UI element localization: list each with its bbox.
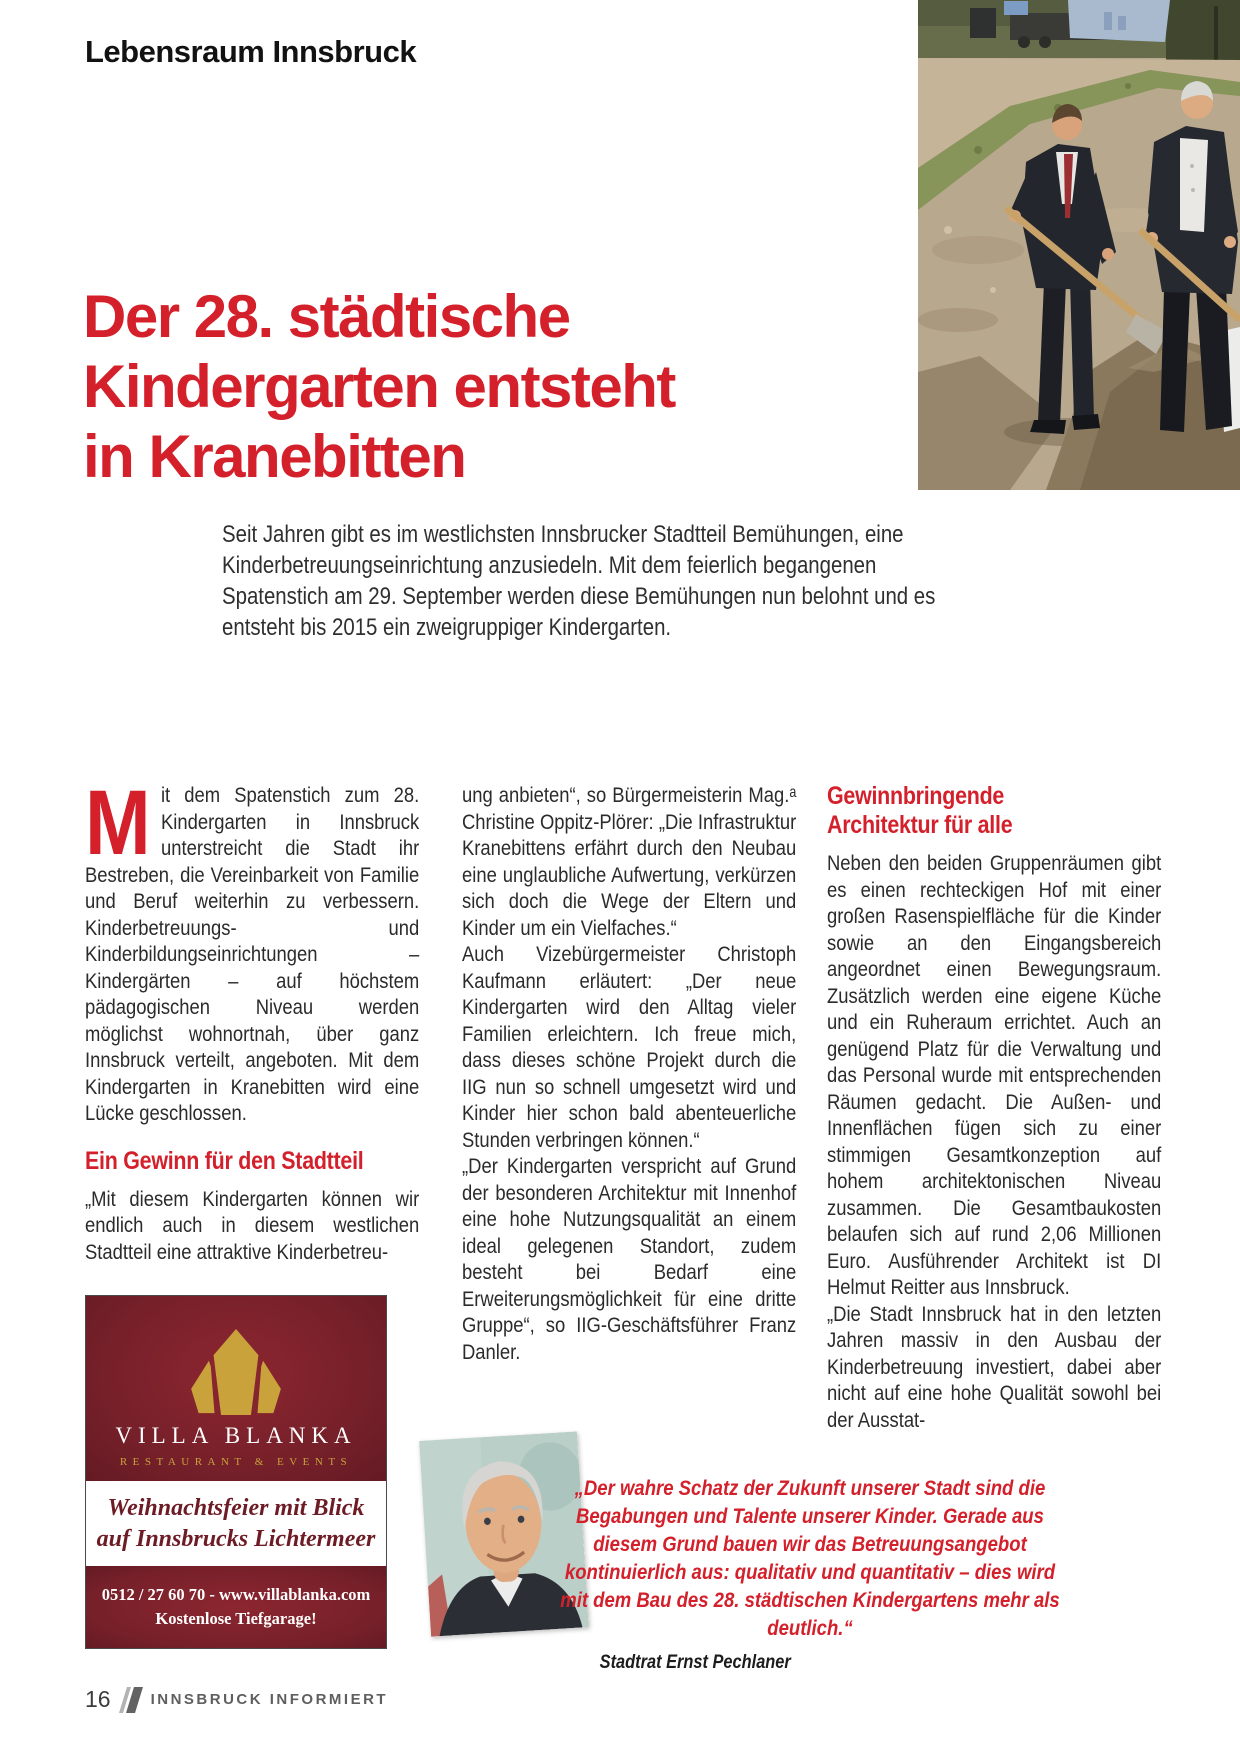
- construction-scene-illustration: [918, 0, 1240, 490]
- paragraph: [85, 772, 420, 1127]
- pull-quote: „Der wahre Schatz der Zukunft unserer Stadt sind die Begabungen und Talente unserer Kinder. Gerade aus diesem Grund bauen wir das Betreuungsangebot kontinuierlich aus: qualitativ und quantitativ – dies wird mit dem Bau des 28. städtischen Kindergartens mehr als deutlich.“: [560, 1476, 1060, 1640]
- lead-paragraph: Seit Jahren gibt es im westlichsten Innsbrucker Stadtteil Bemühungen, eine Kinderbetreuungseinrichtung anzusiedeln. Mit dem feierlich begangenen Spatenstich am 29. September werden diese Bemühungen nun belohnt und es entsteht bis 2015 ein zweigruppiger Kindergarten.: [222, 521, 936, 641]
- villa-blanka-ad: [85, 1295, 387, 1649]
- paragraph: „Der Kindergarten verspricht auf Grund der besonderen Architektur mit Innenhof eine hohe Nutzungsqualität an einem ideal gelegenen Standort, zudem besteht bei Bedarf eine Erweiterungsmöglichkeit für eine dritte Gruppe“, so IIG-Geschäftsführer Franz Danler.: [462, 1154, 797, 1364]
- slash-divider-icon: [123, 1687, 139, 1713]
- article-column-3: [827, 782, 1161, 1433]
- paragraph-text: it dem Spatenstich zum 28. Kindergarten in Innsbruck unterstreicht die Stadt ihr Bestreben, die Vereinbarkeit von Familie und Beruf weiterhin zu verbessern. Kinderbetreuungs- und Kinderbildungseinrichtungen – Kindergärten – auf höchstem pädagogischen Niveau werden möglichst wohnortnah, über ganz Innsbruck verteilt, angeboten. Mit dem Kindergarten in Kranebitten wird eine Lücke geschlossen.: [85, 783, 420, 1125]
- page-footer: [85, 1686, 388, 1713]
- headline-line-3: in Kranebitten: [83, 423, 466, 490]
- magazine-name: INNSBRUCK INFORMIERT: [150, 1691, 389, 1708]
- ad-phone-website: 0512 / 27 60 70 - www.villablanka.com: [101, 1585, 371, 1604]
- ad-contact-bar: [86, 1566, 386, 1648]
- paragraph: ung anbieten“, so Bürgermeisterin Mag.ᵃ Christine Oppitz-Plörer: „Die Infrastruktur Kranebittens erfährt durch den Neubau eine unglaubliche Aufwertung, verkürzen sich doch die Wege der Eltern und Kinder um ein Vielfaches.“: [462, 783, 797, 940]
- pull-quote-block: [560, 1474, 1060, 1674]
- ad-offer-line-2: auf Innsbrucks Lichtermeer: [96, 1525, 376, 1552]
- ad-header: [86, 1296, 386, 1481]
- headline-line-2: Kindergarten entsteht: [83, 353, 675, 420]
- article-column-1: [85, 772, 420, 1265]
- ad-tagline: RESTAURANT & EVENTS: [119, 1456, 353, 1468]
- quote-attribution: Stadtrat Ernst Pechlaner: [599, 1652, 791, 1673]
- section-kicker: Lebensraum Innsbruck: [85, 34, 417, 69]
- paragraph: Auch Vizebürgermeister Christoph Kaufmann erläutert: „Der neue Kindergarten wird den Alltag vieler Familien erleichtern. Ich freue mich, dass dieses schöne Projekt durch die IIG nun so schnell umgesetzt wird und Kinder hier schon bald abenteuerliche Stunden verbringen können.“: [462, 942, 797, 1152]
- ad-parking-note: Kostenlose Tiefgarage!: [155, 1609, 317, 1628]
- headline: [83, 282, 903, 492]
- paragraph: „Die Stadt Innsbruck hat in den letzten Jahren massiv in den Ausbau der Kinderbetreuung investiert, dabei aber nicht auf eine hohe Qualität sowohl bei der Ausstat-: [827, 1301, 1162, 1432]
- page-number: 16: [85, 1686, 111, 1712]
- subhead-gewinn-stadtteil: Ein Gewinn für den Stadtteil: [85, 1146, 364, 1175]
- headline-line-1: Der 28. städtische: [83, 283, 570, 350]
- groundbreaking-photo: [918, 0, 1240, 490]
- crown-logo-icon: [178, 1329, 294, 1415]
- dropcap: M: [85, 772, 151, 874]
- ad-brand-name: VILLA BLANKA: [115, 1423, 357, 1448]
- paragraph: „Mit diesem Kindergarten können wir endlich auch in diesem westlichen Stadtteil eine attraktive Kinderbetreu-: [85, 1186, 420, 1264]
- article-column-2: [462, 782, 796, 1365]
- ad-offer-line-1: Weihnachtsfeier mit Blick: [107, 1494, 365, 1521]
- ad-offer: [86, 1481, 386, 1566]
- subhead-architektur: Gewinnbringende Architektur für alle: [827, 782, 1013, 839]
- paragraph: Neben den beiden Gruppenräumen gibt es einen rechteckigen Hof mit einer großen Rasenspielfläche für die Kinder sowie an den Eingangsbereich angeordnet einen Bewegungsraum. Zusätzlich werden eine eigene Küche und ein Ruheraum errichtet. Auch an genügend Platz für die Verwaltung und das Personal wurde mit entsprechenden Räumen gedacht. Die Außen- und Innenflächen fügen sich zu einer stimmigen Gesamtkonzeption auf hohem architektonischen Niveau zusammen. Die Gesamtbaukosten belaufen sich auf rund 2,06 Millionen Euro. Ausführender Architekt ist DI Helmut Reitter aus Innsbruck.: [827, 851, 1162, 1299]
